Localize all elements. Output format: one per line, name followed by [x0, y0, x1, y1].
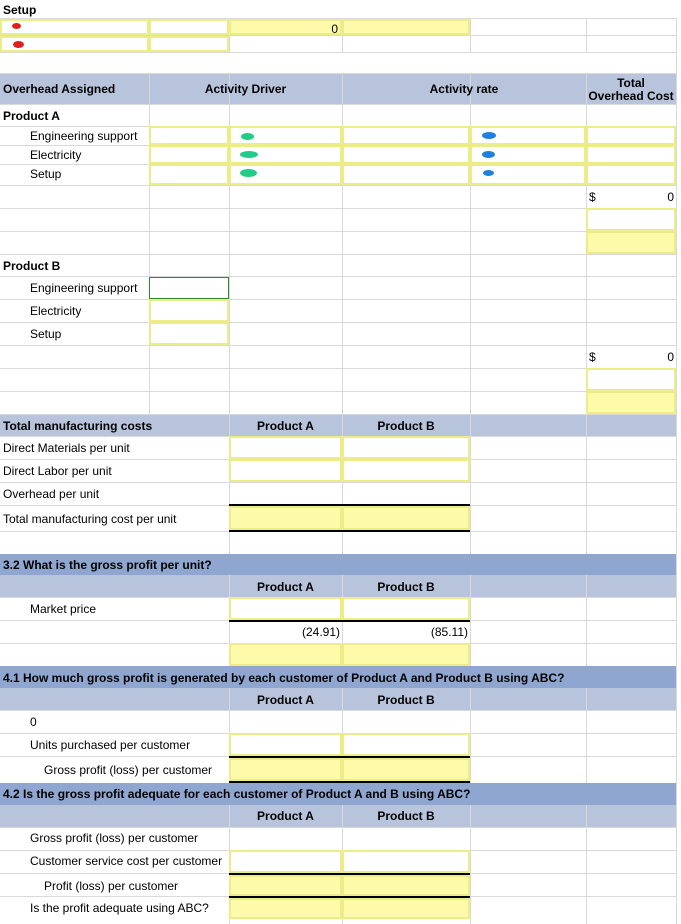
overhead-title: Overhead Assigned — [3, 82, 116, 96]
product-b-setup-label: Setup — [30, 327, 62, 341]
q41-col-a: Product A — [257, 693, 314, 707]
product-a-setup-total-input[interactable] — [586, 164, 676, 185]
product-a-label: Product A — [3, 109, 60, 123]
q41-title: 4.1 How much gross profit is generated by each customer of Product A and Product B using ABC? — [3, 671, 565, 685]
product-a-elec-total-input[interactable] — [586, 145, 676, 164]
product-a-electricity-label: Electricity — [30, 148, 82, 162]
product-b-eng-driver-input[interactable] — [149, 277, 229, 299]
q42-gross-label: Gross profit (loss) per customer — [30, 831, 199, 845]
adequate-a-input[interactable] — [229, 898, 342, 919]
product-b-engineering-label: Engineering support — [30, 281, 138, 295]
product-a-setup-rate-input[interactable] — [342, 164, 470, 185]
q42-col-a: Product A — [257, 809, 314, 823]
setup-input-1[interactable] — [0, 19, 149, 35]
green-marker-icon — [241, 133, 254, 140]
product-a-total-input-2[interactable] — [586, 231, 676, 254]
product-b-total-value: 0 — [667, 350, 674, 364]
profit-a-input[interactable] — [229, 875, 342, 896]
product-b-total-input-1[interactable] — [586, 368, 676, 391]
direct-materials-label: Direct Materials per unit — [3, 441, 130, 455]
product-b-label: Product B — [3, 259, 61, 273]
profit-adequate-label: Is the profit adequate using ABC? — [30, 901, 209, 915]
product-b-electricity-label: Electricity — [30, 304, 82, 318]
total-overhead-header-1: Total — [617, 76, 645, 90]
product-a-setup-driver-input[interactable] — [149, 164, 229, 185]
total-mfg-a-input[interactable] — [229, 506, 342, 530]
customer-service-label: Customer service cost per customer — [30, 854, 223, 868]
blue-marker-icon — [482, 132, 496, 139]
product-b-total-symbol: $ — [589, 350, 596, 364]
blue-marker-icon — [482, 151, 495, 158]
product-a-eng-rate-input[interactable] — [342, 126, 470, 145]
product-b-setup-driver-input[interactable] — [149, 322, 229, 345]
product-a-total-symbol: $ — [589, 190, 596, 204]
blue-marker-icon — [483, 170, 494, 176]
total-overhead-header-2: Overhead Cost — [588, 89, 674, 103]
profit-b-input[interactable] — [342, 875, 470, 896]
product-a-eng-driver-input[interactable] — [149, 126, 229, 145]
total-mfg-cost-label: Total manufacturing cost per unit — [3, 512, 177, 526]
q41-col-b: Product B — [377, 693, 435, 707]
product-a-setup-label: Setup — [30, 167, 62, 181]
activity-driver-header: Activity Driver — [204, 82, 287, 96]
dm-b-input[interactable] — [342, 436, 470, 459]
setup-input-2[interactable] — [149, 19, 229, 35]
setup-input-3[interactable] — [342, 19, 470, 35]
setup-title: Setup — [3, 3, 37, 17]
manufacturing-col-a: Product A — [257, 419, 314, 433]
setup-value: 0 — [331, 22, 338, 36]
direct-labor-label: Direct Labor per unit — [3, 464, 112, 478]
service-b-input[interactable] — [342, 850, 470, 873]
q41-gross-label: Gross profit (loss) per customer — [44, 763, 213, 777]
market-price-label: Market price — [30, 602, 97, 616]
activity-rate-header: Activity rate — [429, 82, 499, 96]
q41-zero: 0 — [30, 715, 37, 729]
product-a-total-value: 0 — [667, 190, 674, 204]
q32-value-a: (24.91) — [301, 625, 340, 639]
gross-profit-a-input[interactable] — [229, 643, 342, 666]
product-a-elec-driver-input[interactable] — [149, 145, 229, 164]
service-a-input[interactable] — [229, 850, 342, 873]
red-marker-icon — [13, 41, 24, 48]
dm-a-input[interactable] — [229, 436, 342, 459]
product-a-elec-rate-input[interactable] — [342, 145, 470, 164]
overhead-per-unit-label: Overhead per unit — [3, 487, 100, 501]
manufacturing-title: Total manufacturing costs — [3, 419, 153, 433]
q32-title: 3.2 What is the gross profit per unit? — [3, 558, 212, 572]
q42-col-b: Product B — [377, 809, 435, 823]
product-a-engineering-label: Engineering support — [30, 129, 138, 143]
q42-title: 4.2 Is the gross profit adequate for each customer of Product A and B using ABC? — [3, 787, 471, 801]
units-a-input[interactable] — [229, 733, 342, 756]
adequate-b-input[interactable] — [342, 898, 470, 919]
total-mfg-b-input[interactable] — [342, 506, 470, 530]
profit-per-customer-label: Profit (loss) per customer — [44, 879, 179, 893]
q32-value-b: (85.11) — [430, 625, 468, 639]
units-b-input[interactable] — [342, 733, 470, 756]
manufacturing-col-b: Product B — [377, 419, 435, 433]
dl-a-input[interactable] — [229, 459, 342, 482]
setup-input-5[interactable] — [149, 36, 229, 52]
q32-col-b: Product B — [377, 580, 435, 594]
red-marker-icon — [12, 23, 21, 29]
green-marker-icon — [240, 169, 257, 177]
product-b-elec-driver-input[interactable] — [149, 299, 229, 322]
product-a-total-input-1[interactable] — [586, 208, 676, 231]
q41-gross-b-input[interactable] — [342, 758, 470, 781]
product-b-total-input-2[interactable] — [586, 391, 676, 414]
dl-b-input[interactable] — [342, 459, 470, 482]
gross-profit-b-input[interactable] — [342, 643, 470, 666]
product-a-eng-total-input[interactable] — [586, 126, 676, 145]
setup-result-cell[interactable] — [229, 19, 342, 35]
q32-col-a: Product A — [257, 580, 314, 594]
q41-gross-a-input[interactable] — [229, 758, 342, 781]
market-price-b-input[interactable] — [342, 597, 470, 620]
green-marker-icon — [240, 151, 258, 158]
units-purchased-label: Units purchased per customer — [30, 738, 191, 752]
market-price-a-input[interactable] — [229, 597, 342, 620]
